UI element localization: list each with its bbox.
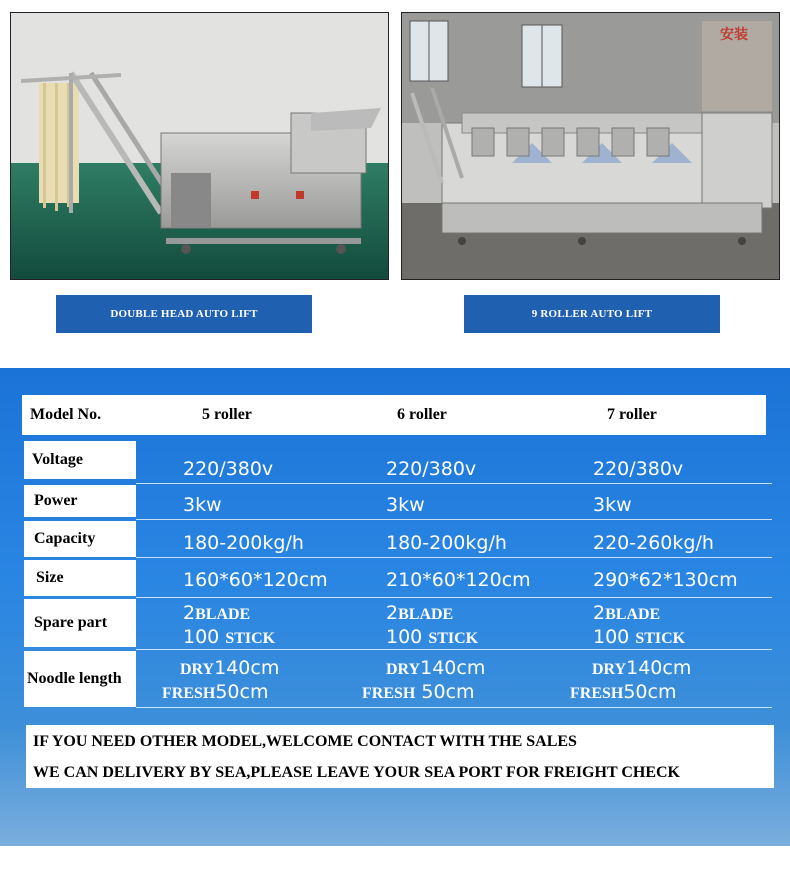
factory-sign: 安装 — [720, 27, 748, 43]
voltage-6-roller: 220/380v — [386, 458, 477, 480]
spare-blade-5-roller: 2BLADE — [183, 602, 251, 624]
dry-length-5-roller: DRY140cm — [180, 657, 280, 679]
spare-stick-7-roller: 100 STICK — [593, 626, 686, 648]
row-label-voltage: Voltage — [24, 441, 136, 479]
spec-table-header — [22, 395, 766, 435]
header-col-7-roller: 7 roller — [607, 406, 657, 423]
voltage-7-roller: 220/380v — [593, 458, 684, 480]
power-5-roller: 3kw — [183, 494, 222, 516]
spare-blade-7-roller: 2BLADE — [593, 602, 661, 624]
header-model-no: Model No. — [30, 406, 102, 423]
photo-9-roller-auto-lift — [401, 12, 780, 280]
spare-stick-5-roller: 100 STICK — [183, 626, 276, 648]
capacity-5-roller: 180-200kg/h — [183, 532, 304, 554]
nine-roller-machine-illustration — [402, 13, 779, 279]
row-divider — [136, 557, 772, 558]
voltage-5-roller: 220/380v — [183, 458, 274, 480]
row-label-spare-part: Spare part — [24, 599, 136, 647]
dry-length-6-roller: DRY140cm — [386, 657, 486, 679]
header-col-6-roller: 6 roller — [397, 406, 447, 423]
size-7-roller: 290*62*130cm — [593, 569, 738, 591]
double-head-machine-illustration — [11, 13, 388, 279]
row-divider — [136, 649, 772, 650]
row-label-power: Power — [24, 485, 136, 517]
power-6-roller: 3kw — [386, 494, 425, 516]
photo-double-head-auto-lift — [10, 12, 389, 280]
capacity-7-roller: 220-260kg/h — [593, 532, 714, 554]
notice-line-other-model: IF YOU NEED OTHER MODEL,WELCOME CONTACT WITH THE SALES — [33, 733, 577, 750]
row-label-noodle-length: Noodle length — [24, 651, 136, 707]
row-divider — [136, 597, 772, 598]
caption-double-head-auto-lift: DOUBLE HEAD AUTO LIFT — [56, 295, 312, 333]
size-6-roller: 210*60*120cm — [386, 569, 531, 591]
power-7-roller: 3kw — [593, 494, 632, 516]
row-divider — [136, 483, 772, 484]
dry-length-7-roller: DRY140cm — [592, 657, 692, 679]
notice-line-sea-delivery: WE CAN DELIVERY BY SEA,PLEASE LEAVE YOUR SEA PORT FOR FREIGHT CHECK — [33, 764, 680, 781]
row-label-capacity: Capacity — [24, 521, 136, 557]
capacity-6-roller: 180-200kg/h — [386, 532, 507, 554]
row-divider — [136, 519, 772, 520]
fresh-length-6-roller: FRESH 50cm — [362, 681, 475, 703]
fresh-length-5-roller: FRESH50cm — [162, 681, 269, 703]
spare-blade-6-roller: 2BLADE — [386, 602, 454, 624]
fresh-length-7-roller: FRESH50cm — [570, 681, 677, 703]
size-5-roller: 160*60*120cm — [183, 569, 328, 591]
row-divider — [136, 707, 772, 708]
caption-9-roller-auto-lift: 9 ROLLER AUTO LIFT — [464, 295, 720, 333]
spare-stick-6-roller: 100 STICK — [386, 626, 479, 648]
header-col-5-roller: 5 roller — [202, 406, 252, 423]
row-label-size: Size — [24, 560, 136, 596]
sales-notice — [26, 725, 774, 788]
